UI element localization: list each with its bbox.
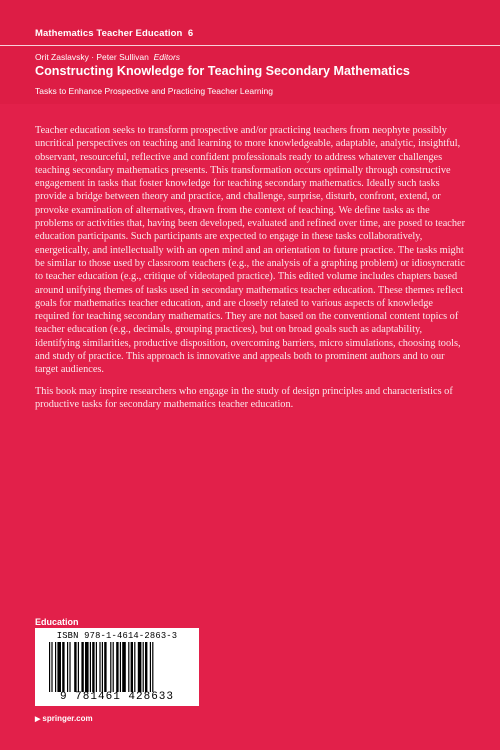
isbn-text: ISBN 978-1-4614-2863-3 [56,631,178,641]
category-label: Education [35,617,79,627]
series-volume: 6 [187,28,194,39]
editors-names: Orit Zaslavsky · Peter Sullivan [35,52,149,62]
barcode-digits: 9 781461 428633 [59,691,175,703]
triangle-right-icon: ▶ [35,716,41,723]
blurb-paragraph-1: Teacher education seeks to transform prospective and/or practicing teachers from neophyte possibly uncritical perspectives on teaching and learning to more knowledgeable, adaptable, analytic, insightful, observant, resourceful, reflective and confident professionals ready to address whatever challenges teaching secondary mathematics presents. This transformation occurs optimally through constructive engagement in tasks that foster knowledge for teaching secondary mathematics. Ideally such tasks provide a bridge between theory and practice, and challenge, surprise, disturb, confront, extend, or provoke examination of alternatives, drawn from the context of teaching. We define tasks as the problems or activities that, having been developed, evaluated and refined over time, are posed to teacher education participants. Such participants are expected to engage in these tasks collaboratively, energetically, and intellectually with an open mind and an orientation to future practice. The tasks might be similar to those used by classroom teachers (e.g., the analysis of a graphing problem) or idiosyncratic to teacher education (e.g., critique of videotaped practice). This edited volume includes chapters based around unifying themes of tasks used in secondary mathematics teacher education. These themes reflect goals for mathematics teacher education, and are closely related to various aspects of knowledge required for teaching secondary mathematics. They are not based on the conventional content topics of teacher education (e.g., decimals, grouping practices), but on broad goals such as adaptability, identifying similarities, productive disposition, overcoming barriers, micro simulations, choosing tools, and study of practice. This approach is innovative and appeals both to prominent authors and to our target audiences. [35,125,466,376]
editors-line [35,52,180,62]
series-name: Mathematics Teacher Education [35,28,183,39]
editors-role: Editors [153,52,181,62]
book-title: Constructing Knowledge for Teaching Secondary Mathematics [35,64,410,78]
blurb-paragraph-2: This book may inspire researchers who engage in the study of design principles and characteristics of productive tasks for secondary mathematics teacher education. [35,385,453,410]
publisher-name: springer.com [42,714,93,723]
series-line [35,28,193,39]
publisher-link[interactable] [35,714,93,723]
header-divider [0,45,500,46]
back-cover-blurb [35,124,469,419]
barcode-box [35,628,199,706]
barcode-icon [49,642,195,692]
book-subtitle: Tasks to Enhance Prospective and Practicing Teacher Learning [35,86,273,96]
